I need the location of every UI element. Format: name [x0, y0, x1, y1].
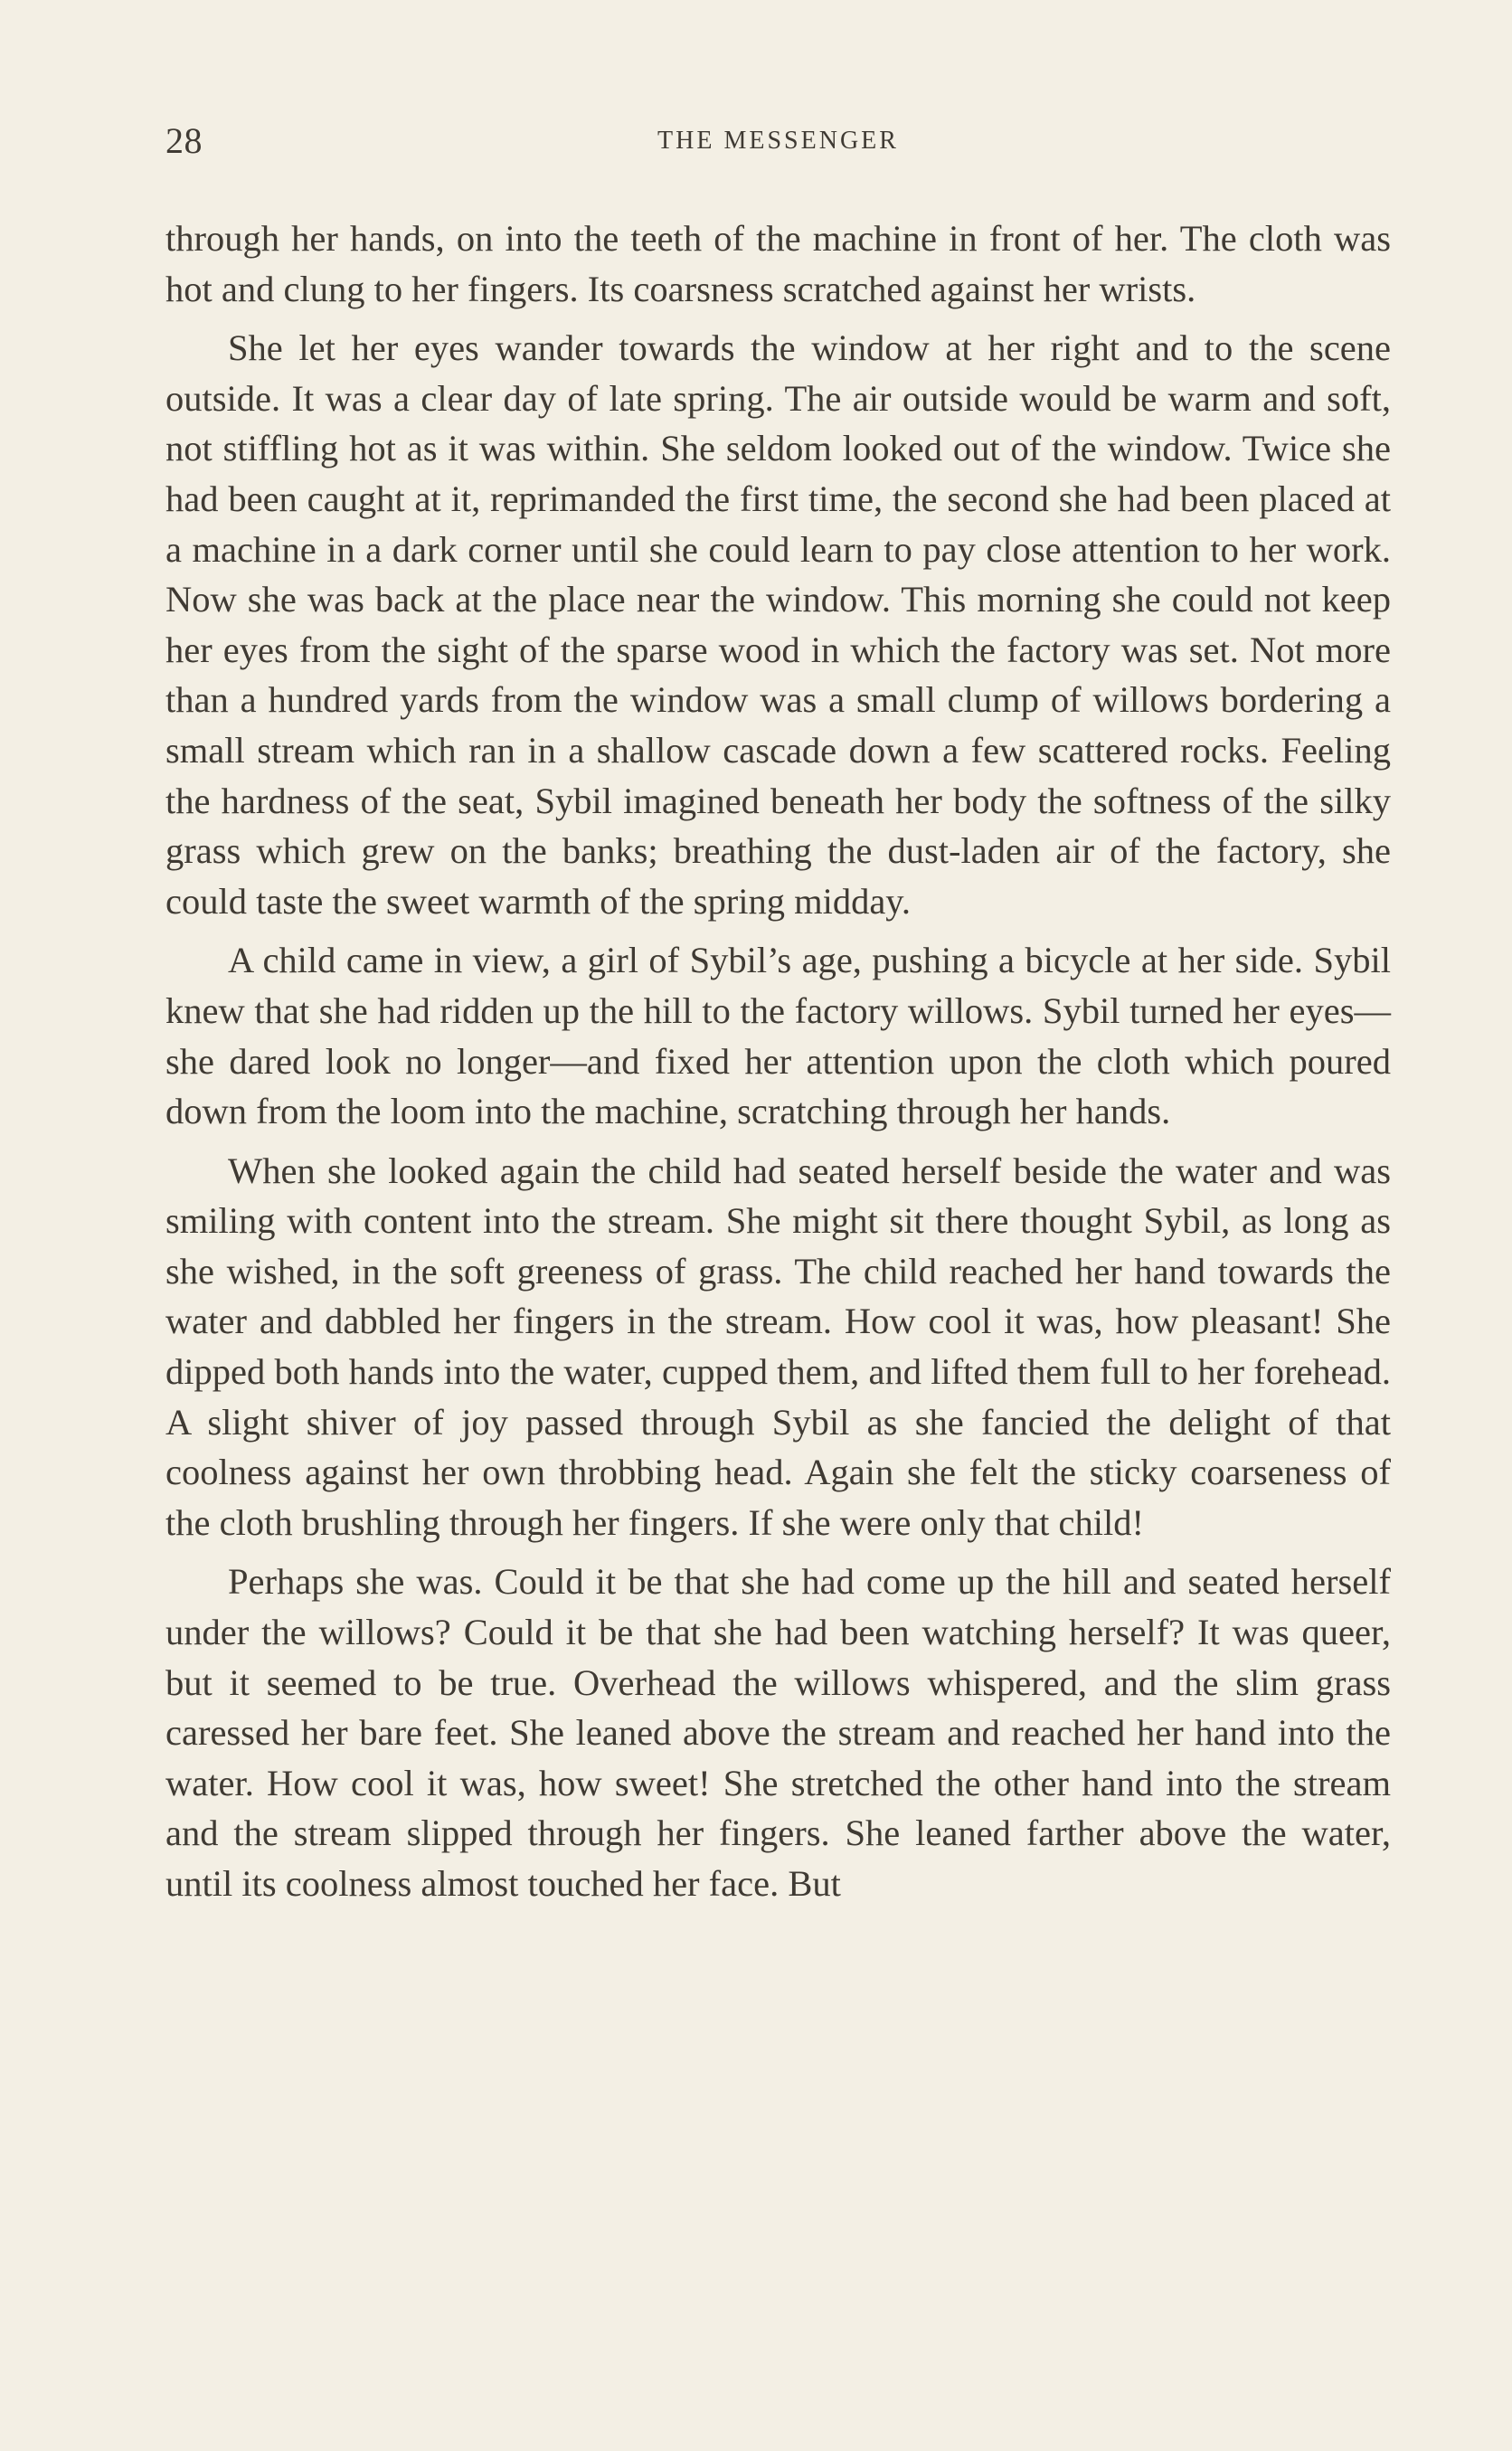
page-number: 28: [165, 120, 203, 161]
paragraph: Perhaps she was. Could it be that she had come up the hill and seated herself under the willows? Could it be that she had been watching herself? It was queer, but it seemed to be true. Overhead the willows whispered, and the slim grass caressed her bare feet. She leaned above the stream and reached her hand into the water. How cool it was, how sweet! She stretched the other hand into the stream and the stream slipped through her fingers. She leaned farther above the water, until its coolness almost touched her face. But: [165, 1561, 1391, 1904]
paragraph-continued: through her hands, on into the teeth of the machine in front of her. The cloth was hot and clung to her fingers. Its coarsness scratched against her wrists.: [165, 218, 1391, 309]
running-head: [165, 116, 1391, 166]
body-text: [165, 213, 1391, 1918]
paragraph: She let her eyes wander towards the window at her right and to the scene outside. It was a clear day of late spring. The air outside would be warm and soft, not stiffling hot as it was within. She seldom looked out of the window. Twice she had been caught at it, reprimanded the first time, the second she had been placed at a machine in a dark corner until she could learn to pay close attention to her work. Now she was back at the place near the window. This morning she could not keep her eyes from the sight of the sparse wood in which the factory was set. Not more than a hundred yards from the window was a small clump of willows bordering a small stream which ran in a shallow cascade down a few scattered rocks. Feeling the hardness of the seat, Sybil imagined beneath her body the softness of the silky grass which grew on the banks; breathing the dust-laden air of the factory, she could taste the sweet warmth of the spring midday.: [165, 327, 1391, 922]
paragraph: When she looked again the child had seated herself beside the water and was smiling with content into the stream. She might sit there thought Sybil, as long as she wished, in the soft greeness of grass. The child reached her hand towards the water and dabbled her fingers in the stream. How cool it was, how pleasant! She dipped both hands into the water, cupped them, and lifted them full to her forehead. A slight shiver of joy passed through Sybil as she fancied the delight of that coolness against her own throbbing head. Again she felt the sticky coarseness of the cloth brushling through her fingers. If she were only that child!: [165, 1150, 1391, 1543]
running-title: THE MESSENGER: [657, 127, 899, 155]
paragraph: A child came in view, a girl of Sybil’s age, pushing a bicycle at her side. Sybil knew that she had ridden up the hill to the factory willows. Sybil turned her eyes—she dared look no longer—and fixed her attention upon the cloth which poured down from the loom into the machine, scratching through her hands.: [165, 940, 1391, 1132]
